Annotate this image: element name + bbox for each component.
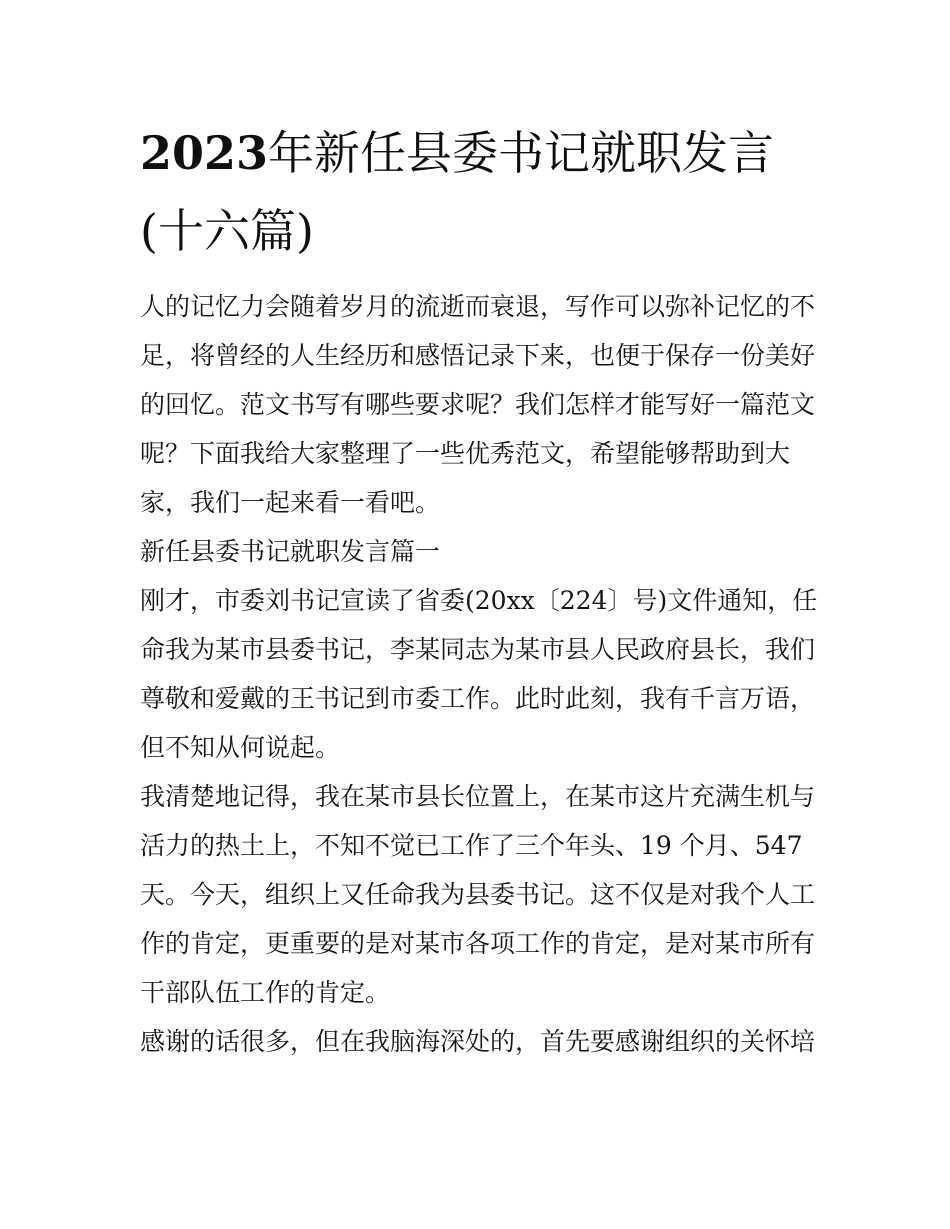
section-heading-text: 新任县委书记就职发言篇一 xyxy=(140,537,441,566)
text-line: 刚才，市委刘书记宣读了省委(20xx〔224〕号)文件通知，任 xyxy=(140,586,818,615)
text-line: 的回忆。范文书写有哪些要求呢？我们怎样才能写好一篇范文 xyxy=(140,390,816,419)
text-line: 我清楚地记得，我在某市县长位置上，在某市这片充满生机与 xyxy=(140,782,816,811)
document-body xyxy=(140,282,816,1066)
text-line: 干部队伍工作的肯定。 xyxy=(140,978,391,1007)
text-line: 天。今天，组织上又任命我为县委书记。这不仅是对我个人工 xyxy=(140,880,816,909)
document-title xyxy=(140,114,816,270)
title-line-2: (十六篇) xyxy=(140,204,314,258)
text-line: 呢？下面我给大家整理了一些优秀范文，希望能够帮助到大 xyxy=(140,439,791,468)
text-line: 尊敬和爱戴的王书记到市委工作。此时此刻，我有千言万语， xyxy=(140,684,816,713)
title-year: 2023 xyxy=(140,126,269,180)
text-line: 人的记忆力会随着岁月的流逝而衰退，写作可以弥补记忆的不 xyxy=(140,292,816,321)
title-line-1 xyxy=(140,114,816,192)
title-main-text: 年新任县委书记就职发言 xyxy=(268,126,775,180)
document-content xyxy=(140,114,816,1066)
text-line: 活力的热土上，不知不觉已工作了三个年头、19 个月、547 xyxy=(140,831,803,860)
text-line: 作的肯定，更重要的是对某市各项工作的肯定，是对某市所有 xyxy=(140,929,816,958)
paragraph-intro xyxy=(140,282,816,527)
text-line: 家，我们一起来看一看吧。 xyxy=(140,488,441,517)
text-line: 命我为某市县委书记，李某同志为某市县人民政府县长，我们 xyxy=(140,635,816,664)
section-heading xyxy=(140,527,816,576)
paragraph-thanks xyxy=(140,1017,816,1066)
paragraph-opening xyxy=(140,576,816,772)
text-line: 感谢的话很多，但在我脑海深处的，首先要感谢组织的关怀培 xyxy=(140,1027,816,1056)
paragraph-memory xyxy=(140,772,816,1017)
text-line: 但不知从何说起。 xyxy=(140,733,341,762)
text-line: 足，将曾经的人生经历和感悟记录下来，也便于保存一份美好 xyxy=(140,341,816,370)
